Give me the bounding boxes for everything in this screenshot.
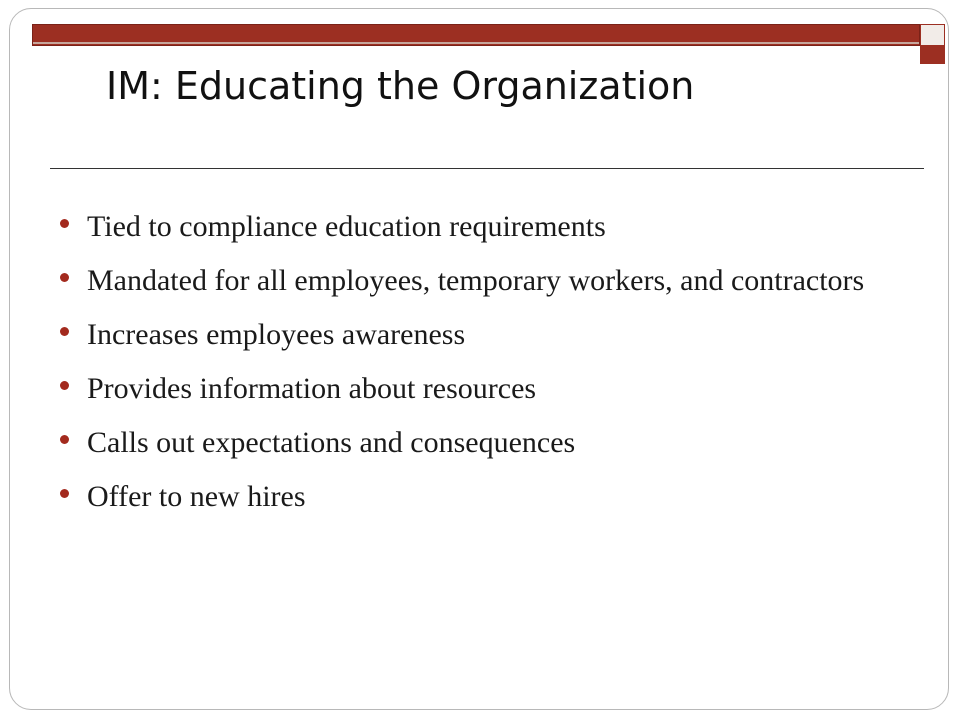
bullet-dot-icon <box>60 489 69 498</box>
bullet-item <box>56 206 916 248</box>
bullet-item <box>56 422 916 464</box>
bullet-text: Calls out expectations and consequences <box>87 426 576 459</box>
bullet-dot-icon <box>60 219 69 228</box>
corner-accent-box-top <box>920 24 945 46</box>
bullet-text: Increases employees awareness <box>87 318 466 351</box>
bullet-text: Provides information about resources <box>87 372 537 405</box>
bullet-list <box>56 206 916 530</box>
bullet-dot-icon <box>60 435 69 444</box>
header-accent-bar <box>32 24 920 46</box>
bullet-item <box>56 368 916 410</box>
slide-title: IM: Educating the Organization <box>106 64 695 108</box>
bullet-item <box>56 314 916 356</box>
bullet-dot-icon <box>60 273 69 282</box>
header-accent-line <box>33 42 919 44</box>
corner-accent-box-bottom <box>920 46 945 64</box>
title-divider <box>50 168 924 169</box>
bullet-text: Mandated for all employees, temporary workers, and contractors <box>87 264 865 297</box>
bullet-item <box>56 476 916 518</box>
bullet-text: Tied to compliance education requirements <box>87 210 606 243</box>
bullet-dot-icon <box>60 327 69 336</box>
corner-accent-box <box>920 24 945 64</box>
bullet-dot-icon <box>60 381 69 390</box>
bullet-item <box>56 260 916 302</box>
bullet-text: Offer to new hires <box>87 480 306 513</box>
